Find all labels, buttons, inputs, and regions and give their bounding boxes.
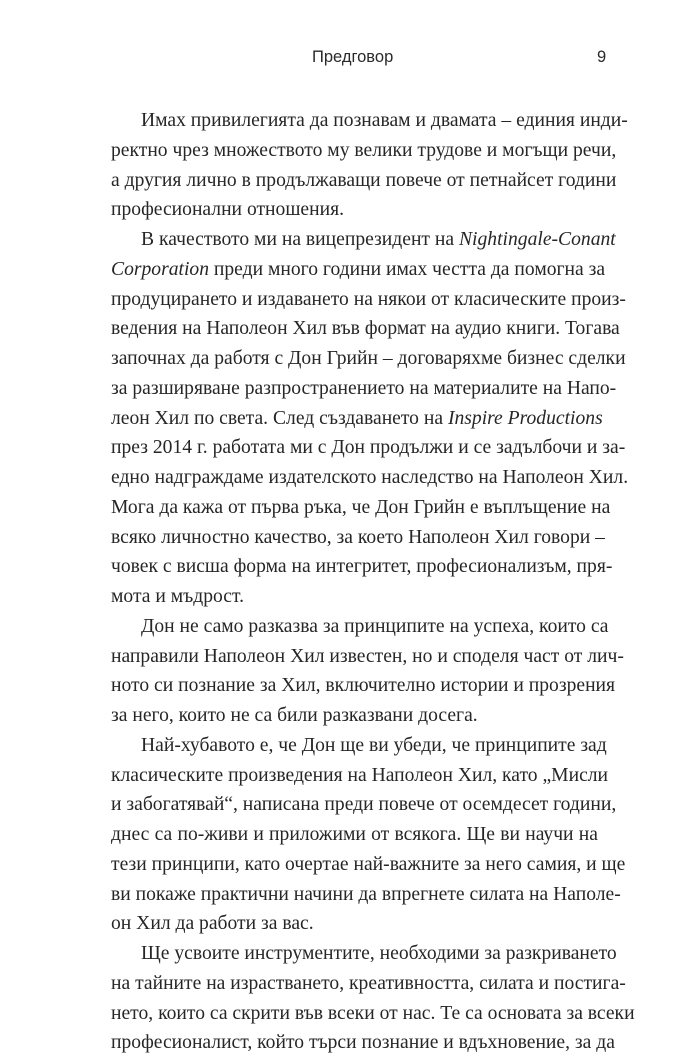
text-run: за него, които не са били разказвани досега.	[111, 705, 478, 726]
text-run: Мога да кажа от първа ръка, че Дон Грийн е въплъщение на	[111, 496, 611, 518]
text-line	[111, 850, 626, 880]
text-run: мота и мъдрост.	[111, 586, 244, 607]
text-run: професионалист, който търси познание и вдъхновение, за да	[111, 1032, 615, 1054]
text-run: за разширяване разпространението на материалите на Напо-	[111, 377, 617, 399]
text-line	[111, 582, 598, 612]
text-run: тези принципи, като очертае най-важните за него самия, и ще	[111, 853, 626, 875]
text-line	[111, 642, 624, 672]
running-head	[0, 48, 700, 72]
text-line	[111, 523, 605, 553]
text-run: и забогатявай“, написана преди повече от осемдесет години,	[111, 794, 617, 816]
body-text	[111, 106, 635, 1058]
paragraph	[111, 731, 626, 939]
text-run: леон Хил по света. След създаването на	[111, 407, 448, 429]
text-line	[111, 106, 628, 136]
text-line	[111, 225, 616, 255]
text-line	[111, 344, 626, 374]
paragraph	[111, 939, 635, 1058]
text-run: днес са по-живи и приложими от всякога. Ще ви научи на	[111, 824, 598, 845]
page-number: 9	[597, 48, 607, 66]
text-line	[111, 463, 629, 493]
text-line	[111, 314, 620, 344]
text-run: класическите произведения на Наполеон Хил, като „Мисли	[111, 764, 609, 786]
paragraph	[111, 225, 629, 612]
text-run: нето, които са скрити във всеки от нас. Те са основата за всеки	[111, 1002, 635, 1024]
text-line	[111, 285, 626, 315]
text-line	[111, 552, 613, 582]
text-line	[111, 820, 598, 850]
paragraph	[111, 612, 624, 731]
text-run: Ще усвоите инструментите, необходими за разкриването	[141, 943, 617, 964]
text-run: преди много години имах честта да помогна за	[209, 258, 606, 280]
text-line	[111, 404, 603, 434]
text-line	[111, 433, 626, 463]
text-line	[111, 939, 617, 969]
text-run: ви покаже практични начини да впрегнете силата на Наполе-	[111, 883, 621, 905]
text-line	[111, 671, 616, 701]
text-run: Най-хубавото е, че Дон ще ви убеди, че принципите зад	[141, 734, 607, 756]
running-title: Предговор	[312, 48, 394, 66]
text-run: ното си познание за Хил, включително истории и прозрения	[111, 675, 616, 697]
text-run: през 2014 г. работата ми с Дон продължи и се задълбочи и за-	[111, 437, 626, 459]
text-line	[111, 909, 598, 939]
text-line	[111, 880, 621, 910]
text-run: едно надграждаме издателското наследство на Наполеон Хил.	[111, 467, 629, 488]
text-line	[111, 1028, 615, 1058]
text-line	[111, 731, 607, 761]
text-line	[111, 493, 611, 523]
text-line	[111, 969, 626, 999]
text-run: всяко личностно качество, за което Наполеон Хил говори –	[111, 526, 605, 548]
text-line	[111, 761, 609, 791]
text-run: он Хил да работи за вас.	[111, 913, 314, 935]
text-run: професионални отношения.	[111, 199, 344, 221]
text-run: започнах да работя с Дон Грийн – договаряхме бизнес сделки	[111, 348, 626, 369]
text-line	[111, 612, 609, 642]
text-run: човек с висша форма на интегритет, професионализъм, пря-	[111, 556, 613, 578]
text-run: ведения на Наполеон Хил във формат на аудио книги. Тогава	[111, 318, 620, 340]
text-run: направили Наполеон Хил известен, но и споделя част от лич-	[111, 645, 624, 667]
text-line	[111, 255, 606, 285]
text-line	[111, 136, 617, 166]
text-run: а другия лично в продължаващи повече от петнайсет години	[111, 169, 617, 191]
text-run: Имах привилегията да познавам и двамата – единия инди-	[141, 110, 628, 131]
text-line	[111, 374, 617, 404]
italic-text: Inspire Productions	[447, 407, 603, 429]
text-line	[111, 701, 598, 731]
text-line	[111, 166, 617, 196]
text-line	[111, 790, 617, 820]
paragraph	[111, 106, 628, 225]
italic-text: Corporation	[111, 258, 209, 280]
italic-text: Nightingale-Conant	[458, 229, 616, 250]
text-run: Дон не само разказва за принципите на успеха, които са	[141, 615, 609, 637]
text-run: продуцирането и издаването на някои от класическите произ-	[111, 288, 626, 310]
text-line	[111, 999, 635, 1029]
text-run: ректно чрез множеството му велики трудове и могъщи речи,	[111, 139, 617, 161]
text-line	[111, 195, 598, 225]
text-run: на тайните на израстването, креативността, силата и постига-	[111, 972, 626, 994]
text-run: В качеството ми на вицепрезидент на	[141, 229, 459, 250]
